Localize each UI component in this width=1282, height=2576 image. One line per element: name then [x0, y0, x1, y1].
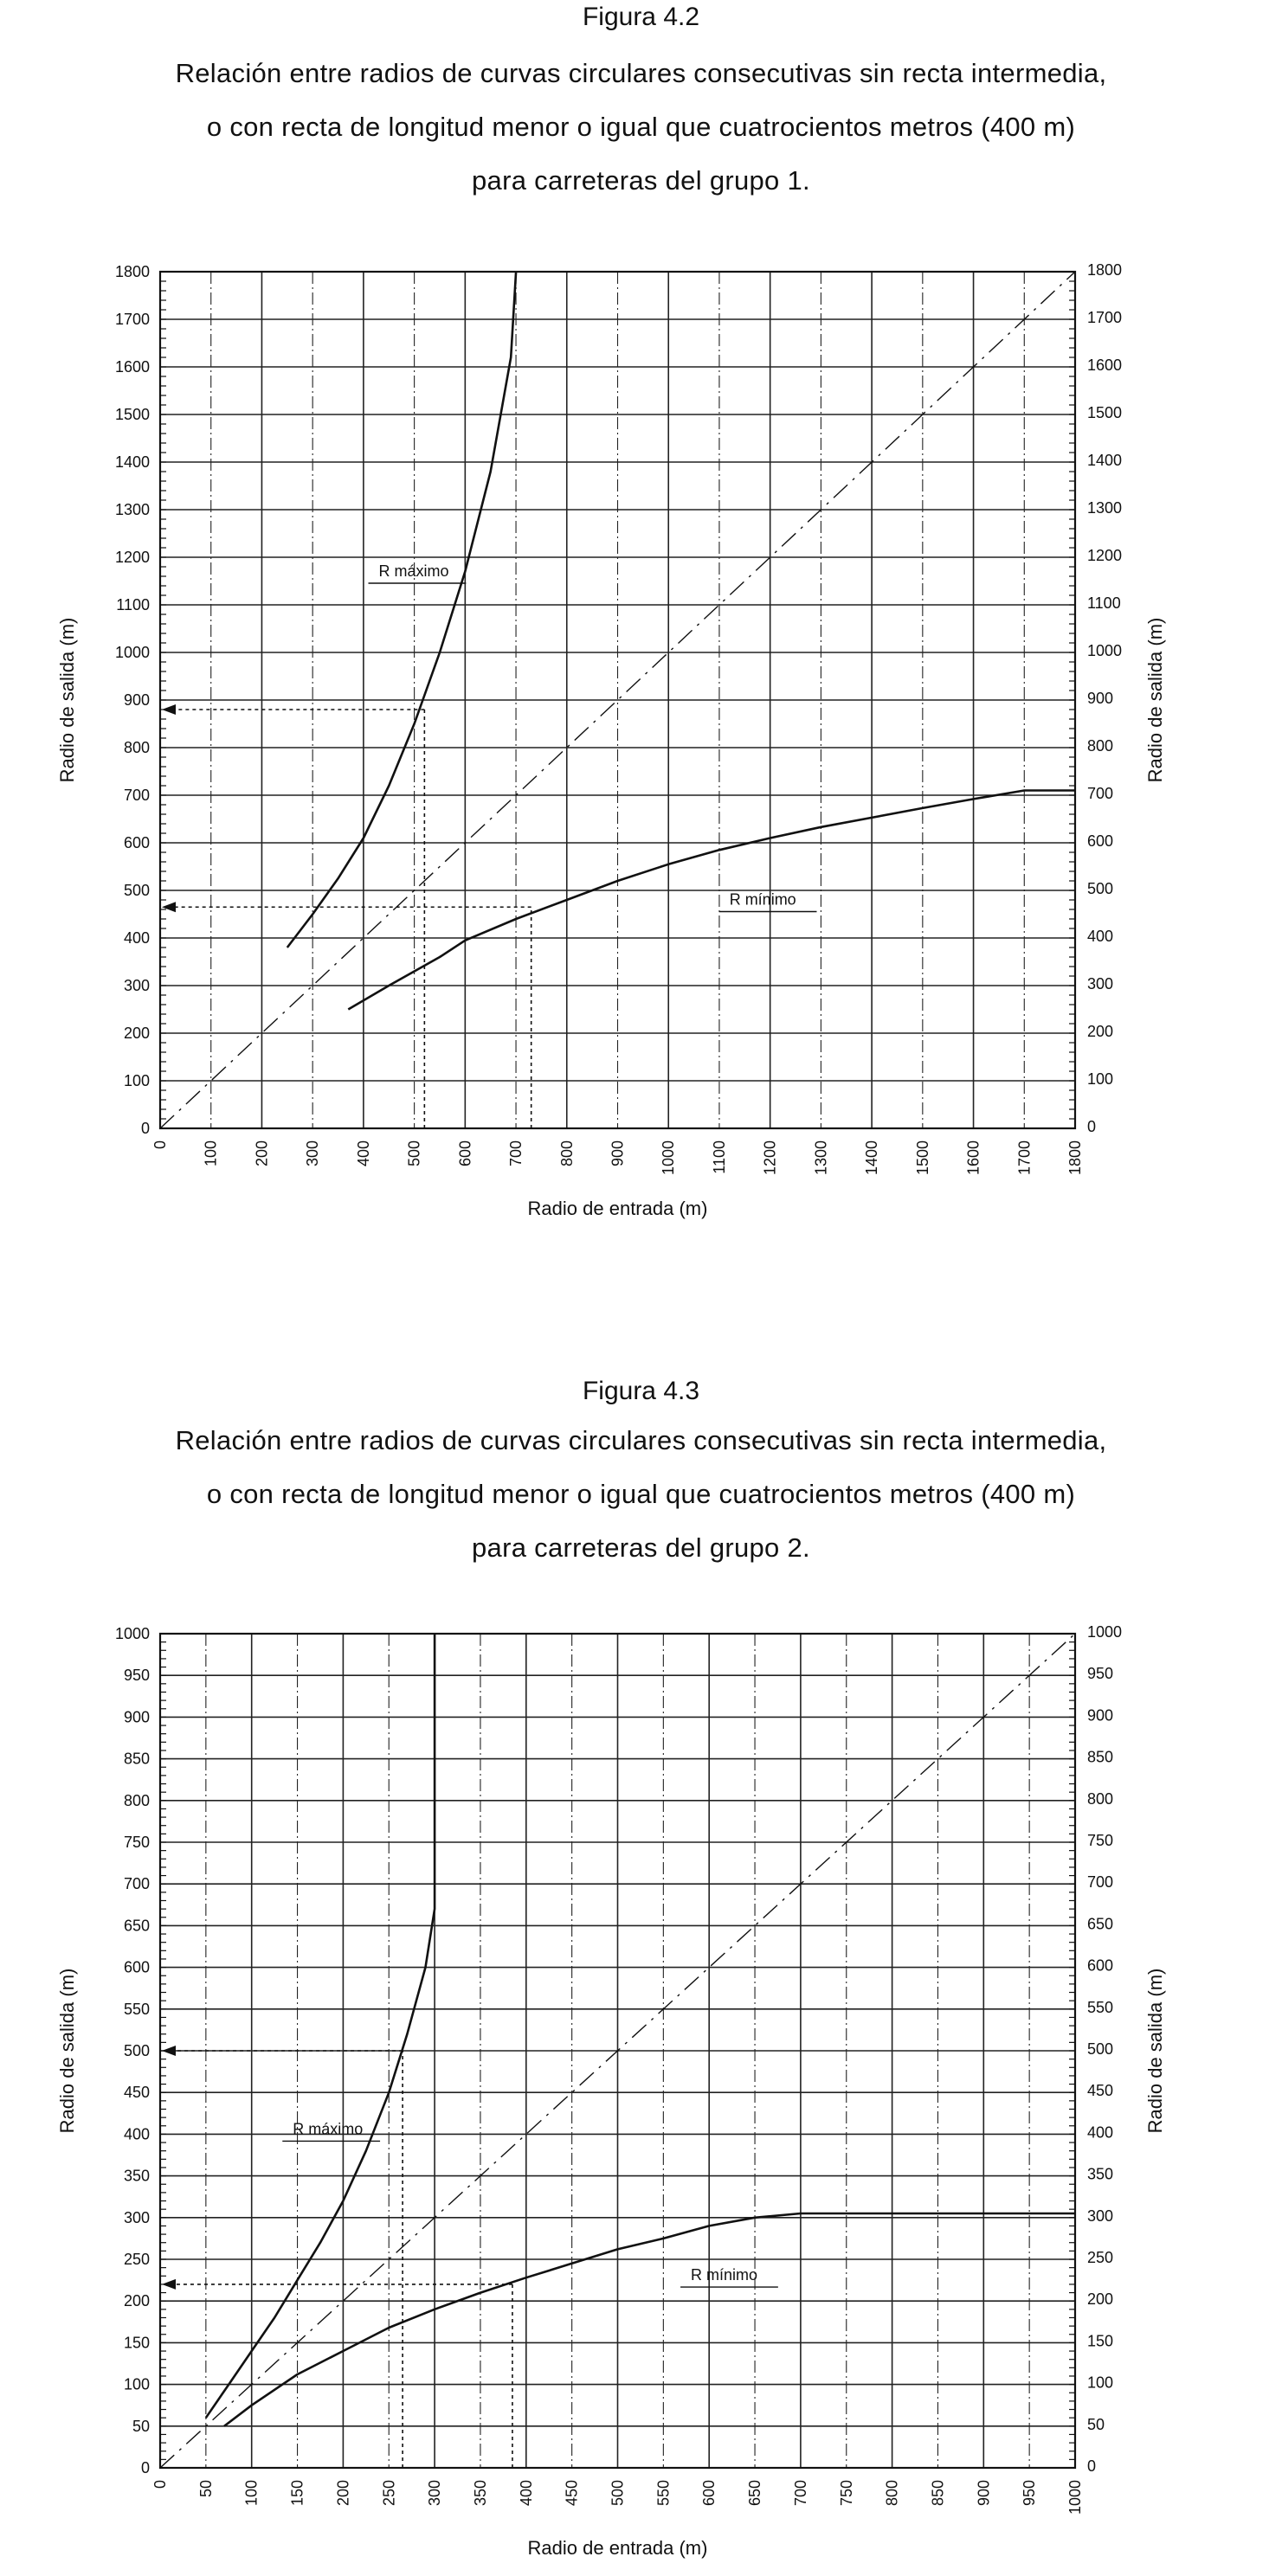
x-tick-label: 550 [654, 2480, 673, 2507]
y-tick-label-left: 800 [123, 739, 150, 756]
y-tick-label-left: 1300 [114, 501, 150, 518]
y-tick-label-right: 150 [1087, 2332, 1114, 2350]
x-tick-label: 200 [334, 2480, 352, 2507]
x-tick-label: 0 [151, 1140, 169, 1150]
caption-line: Relación entre radios de curvas circulares consecutivas sin recta intermedia, [175, 1425, 1107, 1455]
y-tick-label-right: 700 [1087, 785, 1114, 802]
series-line [348, 791, 1075, 1010]
y-tick-label-right: 600 [1087, 1956, 1114, 1975]
y-tick-label-right: 300 [1087, 2207, 1114, 2225]
x-tick-label: 500 [609, 2480, 627, 2507]
figure-title: Figura 4.3 [582, 1377, 700, 1405]
x-tick-label: 800 [883, 2480, 901, 2507]
y-tick-label-right: 0 [1087, 2457, 1097, 2475]
y-tick-label-left: 500 [123, 882, 150, 899]
x-tick-label: 300 [426, 2480, 444, 2507]
x-tick-label: 350 [471, 2480, 489, 2507]
x-tick-label: 100 [242, 2480, 261, 2507]
caption-line: para carreteras del grupo 2. [472, 1532, 810, 1563]
y-tick-label-right: 100 [1087, 2374, 1114, 2392]
x-tick-label: 1200 [761, 1140, 779, 1176]
y-tick-label-right: 800 [1087, 1789, 1114, 1808]
y-tick-label-right: 1800 [1087, 261, 1123, 279]
y-tick-label-right: 50 [1087, 2415, 1105, 2433]
chart-figure-4-3 [0, 1609, 1282, 2570]
y-tick-label-right: 700 [1087, 1873, 1114, 1892]
guide-arrow-icon [162, 902, 176, 912]
y-tick-label-left: 1000 [114, 644, 150, 661]
series-line [287, 272, 516, 948]
y-tick-label-left: 750 [123, 1834, 150, 1851]
x-tick-label: 0 [151, 2480, 169, 2489]
y-tick-label-right: 350 [1087, 2165, 1114, 2183]
x-tick-label: 450 [563, 2480, 581, 2507]
y-tick-label-right: 1300 [1087, 499, 1123, 517]
y-tick-label-left: 450 [123, 2084, 150, 2102]
y-tick-label-left: 850 [123, 1750, 150, 1768]
x-tick-label: 750 [837, 2480, 855, 2507]
series-label: R máximo [378, 562, 449, 580]
x-tick-label: 50 [196, 2480, 215, 2498]
caption-line: o con recta de longitud menor o igual que cuatrocientos metros (400 m) [206, 112, 1076, 142]
x-tick-label: 1000 [660, 1140, 678, 1176]
chart-figure-4-2 [0, 251, 1282, 1229]
guide-arrow-icon [162, 2046, 176, 2056]
y-tick-label-left: 1700 [114, 311, 150, 328]
y-tick-label-right: 500 [1087, 880, 1114, 897]
y-tick-label-right: 900 [1087, 690, 1114, 707]
y-tick-label-right: 400 [1087, 2123, 1114, 2142]
y-axis-title-left: Radio de salida (m) [56, 1968, 78, 2134]
y-tick-label-right: 1200 [1087, 547, 1123, 564]
y-tick-label-left: 250 [123, 2251, 150, 2268]
x-tick-label: 600 [456, 1140, 474, 1167]
y-tick-label-left: 400 [123, 2125, 150, 2143]
series-label: R máximo [293, 2120, 364, 2138]
y-tick-label-left: 500 [123, 2042, 150, 2059]
y-tick-label-right: 200 [1087, 1023, 1114, 1040]
y-tick-label-left: 0 [140, 2459, 150, 2476]
x-tick-label: 1700 [1015, 1140, 1034, 1176]
x-tick-label: 900 [609, 1140, 627, 1167]
x-tick-label: 1100 [710, 1140, 728, 1174]
x-tick-label: 850 [929, 2480, 947, 2507]
x-tick-label: 100 [202, 1140, 220, 1167]
y-tick-label-right: 750 [1087, 1832, 1114, 1849]
guide-arrow-icon [162, 2279, 176, 2290]
y-tick-label-right: 1600 [1087, 357, 1123, 374]
y-tick-label-left: 300 [123, 977, 150, 994]
x-tick-label: 300 [304, 1140, 322, 1167]
y-tick-label-left: 100 [123, 1072, 150, 1089]
x-tick-label: 1300 [812, 1140, 830, 1176]
x-tick-label: 1800 [1066, 1140, 1084, 1176]
y-tick-label-left: 1400 [114, 453, 150, 471]
x-tick-label: 800 [557, 1140, 576, 1167]
y-tick-label-left: 800 [123, 1791, 150, 1809]
x-tick-label: 400 [517, 2480, 535, 2507]
y-tick-label-left: 1100 [116, 596, 150, 613]
y-tick-label-right: 200 [1087, 2290, 1114, 2309]
y-axis-title-right: Radio de salida (m) [1144, 617, 1166, 783]
y-tick-label-right: 550 [1087, 1998, 1114, 2016]
y-tick-label-left: 150 [123, 2334, 150, 2352]
x-tick-label: 250 [380, 2480, 398, 2507]
y-tick-label-right: 500 [1087, 2040, 1114, 2058]
series-label: R mínimo [691, 2266, 758, 2284]
figure-caption [0, 1414, 1282, 1575]
x-tick-label: 1500 [913, 1140, 931, 1176]
y-tick-label-right: 1100 [1087, 594, 1121, 612]
x-tick-label: 600 [700, 2480, 718, 2507]
y-tick-label-left: 1000 [114, 1625, 150, 1642]
y-tick-label-left: 950 [123, 1667, 150, 1685]
y-tick-label-left: 900 [123, 1708, 150, 1726]
y-tick-label-right: 1400 [1087, 452, 1123, 469]
caption-line: Relación entre radios de curvas circulares consecutivas sin recta intermedia, [175, 58, 1107, 88]
y-axis-title-right: Radio de salida (m) [1144, 1968, 1166, 2134]
y-tick-label-right: 1700 [1087, 309, 1123, 326]
y-tick-label-left: 700 [123, 787, 150, 804]
figure-4-3-header [0, 1374, 1282, 1575]
figure-4-2-header [0, 0, 1282, 208]
y-tick-label-right: 850 [1087, 1748, 1114, 1766]
y-tick-label-right: 1000 [1087, 1623, 1123, 1641]
y-tick-label-right: 900 [1087, 1706, 1114, 1725]
y-tick-label-right: 600 [1087, 832, 1114, 850]
x-tick-label: 150 [288, 2480, 306, 2507]
y-tick-label-left: 400 [123, 929, 150, 947]
y-tick-label-left: 550 [123, 2000, 150, 2018]
y-tick-label-left: 100 [123, 2375, 150, 2393]
y-tick-label-right: 950 [1087, 1665, 1114, 1683]
caption-line: para carreteras del grupo 1. [472, 165, 810, 196]
x-tick-label: 1000 [1066, 2480, 1084, 2515]
x-tick-label: 400 [354, 1140, 372, 1167]
y-tick-label-left: 350 [123, 2167, 150, 2185]
x-axis-title: Radio de entrada (m) [527, 2537, 708, 2559]
x-tick-label: 650 [746, 2480, 764, 2507]
y-tick-label-right: 1500 [1087, 404, 1123, 421]
y-tick-label-right: 650 [1087, 1915, 1114, 1933]
y-tick-label-left: 200 [123, 2292, 150, 2310]
y-tick-label-right: 1000 [1087, 642, 1123, 659]
series-line [224, 2213, 1075, 2426]
y-tick-label-left: 900 [123, 691, 150, 709]
y-tick-label-right: 300 [1087, 975, 1114, 992]
x-tick-label: 1400 [863, 1140, 881, 1176]
y-tick-label-left: 700 [123, 1875, 150, 1893]
guide-arrow-icon [162, 704, 176, 715]
x-tick-label: 500 [405, 1140, 423, 1167]
x-tick-label: 900 [975, 2480, 993, 2507]
figure-caption [0, 47, 1282, 208]
y-tick-label-left: 0 [140, 1120, 150, 1137]
series-line [206, 1634, 435, 2418]
x-tick-label: 700 [507, 1140, 525, 1167]
y-tick-label-left: 1600 [114, 358, 150, 376]
y-axis-title-left: Radio de salida (m) [56, 617, 78, 783]
x-tick-label: 200 [253, 1140, 271, 1167]
y-tick-label-left: 1800 [114, 263, 150, 280]
y-tick-label-left: 200 [123, 1025, 150, 1042]
y-tick-label-right: 0 [1087, 1118, 1097, 1135]
y-tick-label-left: 300 [123, 2208, 150, 2226]
y-tick-label-left: 50 [132, 2417, 150, 2435]
y-tick-label-right: 450 [1087, 2082, 1114, 2100]
y-tick-label-right: 800 [1087, 737, 1114, 755]
caption-line: o con recta de longitud menor o igual que cuatrocientos metros (400 m) [206, 1479, 1076, 1509]
x-tick-label: 700 [791, 2480, 809, 2507]
x-axis-title: Radio de entrada (m) [527, 1198, 708, 1219]
y-tick-label-right: 400 [1087, 928, 1114, 945]
figure-title: Figura 4.2 [582, 3, 700, 31]
y-tick-label-right: 250 [1087, 2249, 1114, 2266]
y-tick-label-right: 100 [1087, 1070, 1114, 1088]
series-label: R mínimo [729, 890, 796, 909]
x-tick-label: 1600 [964, 1140, 982, 1176]
y-tick-label-left: 1500 [114, 406, 150, 423]
y-tick-label-left: 650 [123, 1917, 150, 1935]
y-tick-label-left: 600 [123, 834, 150, 851]
y-tick-label-left: 1200 [114, 549, 150, 566]
x-tick-label: 950 [1021, 2480, 1039, 2507]
y-tick-label-left: 600 [123, 1958, 150, 1976]
